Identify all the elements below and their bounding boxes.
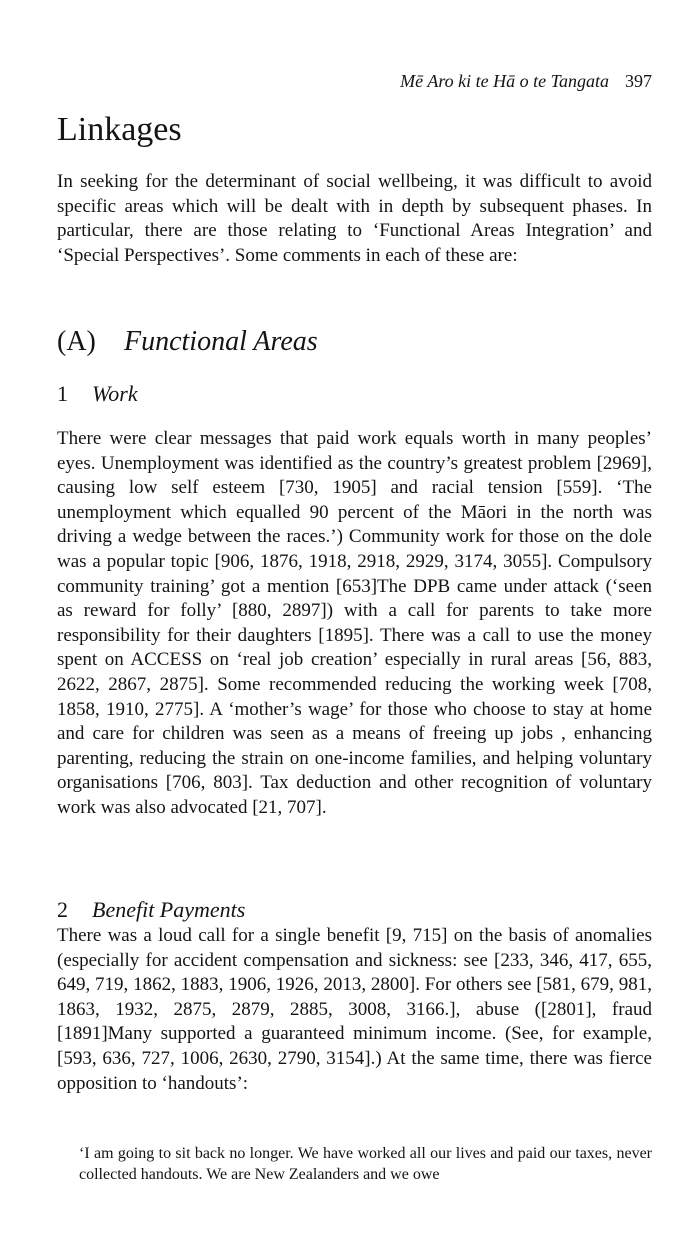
benefit-number: 2: [57, 897, 68, 922]
work-paragraph: There were clear messages that paid work equals worth in many peoples’ eyes. Unemployment was identified as the country’s greatest problem [2969], causing low self esteem [730, 1905] and racial tension [559]. ‘The unemployment which equalled 90 percent of the Māori in the north was driving a wedge between the races.’) Community work for those on the dole was a popular topic [906, 1876, 1918, 2918, 2929, 3174, 3055]. Compulsory community training’ got a mention [653]The DPB came under attack (‘seen as reward for folly’ [880, 2897]) with a call for parents to take more responsibility for their daughters [1895]. There was a call to use the money spent on ACCESS on ‘real job creation’ especially in rural areas [56, 883, 2622, 2867, 2875]. Some recommended reducing the working week [708, 1858, 1910, 2775]. A ‘mother’s wage’ for those who choose to stay at home and care for children was seen as a means of freeing up jobs , enhancing parenting, reducing the strain on one-income families, and helping voluntary organisations [706, 803]. Tax deduction and other recognition of voluntary work was also advocated [21, 707].: [57, 428, 652, 818]
page-title: Linkages: [57, 111, 182, 148]
work-title: Work: [92, 381, 138, 406]
benefit-heading: [57, 896, 245, 924]
work-number: 1: [57, 381, 68, 406]
benefit-paragraph: There was a loud call for a single benefit [9, 715] on the basis of anomalies (especially for accident compensation and sickness: see [233, 346, 417, 655, 649, 719, 1862, 1883, 1906, 1926, 2013, 2800]. For others see [581, 679, 981, 1863, 1932, 2875, 2879, 2885, 3008, 3166.], abuse ([2801], fraud [1891]Many supported a guaranteed minimum income. (See, for example, [593, 636, 727, 1006, 2630, 2790, 3154].) At the same time, there was fierce opposition to ‘handouts’:: [57, 925, 652, 1094]
section-a-label: (A): [57, 326, 96, 357]
running-header: [400, 71, 652, 92]
work-heading: [57, 380, 138, 408]
section-a-heading: [57, 325, 318, 359]
benefit-title: Benefit Payments: [92, 897, 246, 922]
block-quote: ‘I am going to sit back no longer. We have worked all our lives and paid our taxes, never collected handouts. We are New Zealanders and we owe: [79, 1145, 652, 1183]
section-a-title: Functional Areas: [124, 326, 318, 357]
running-title: Mē Aro ki te Hā o te Tangata: [400, 71, 609, 91]
page-number: 397: [625, 71, 652, 91]
intro-paragraph: In seeking for the determinant of social wellbeing, it was difficult to avoid specific areas which will be dealt with in depth by subsequent phases. In particular, there are those relating to ‘Functional Areas Integration’ and ‘Special Perspectives’. Some comments in each of these are:: [57, 171, 652, 266]
